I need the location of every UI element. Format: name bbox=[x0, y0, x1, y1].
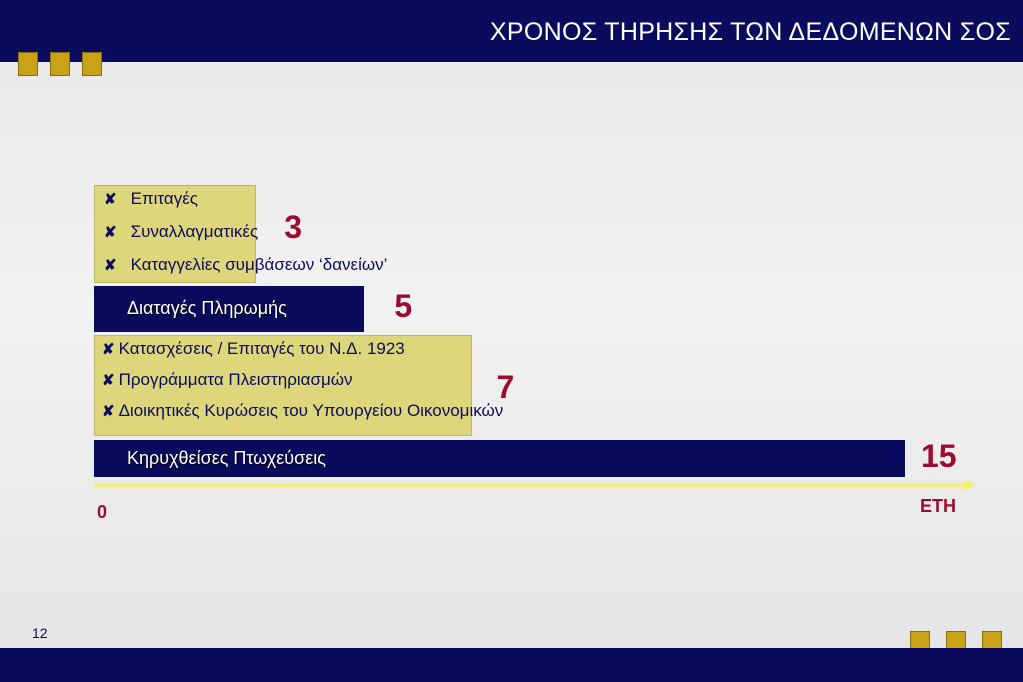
bar-item-text: Συναλλαγματικές bbox=[130, 222, 259, 241]
bar-item-text: Προγράμματα Πλειστηριασμών bbox=[118, 370, 353, 389]
bullet-x-icon: ✘ bbox=[104, 224, 117, 241]
bar-item-text: Κατασχέσεις / Επιταγές του Ν.Δ. 1923 bbox=[118, 339, 405, 358]
bar-label: Κηρυχθείσες Πτωχεύσεις bbox=[127, 447, 326, 468]
bullet-x-icon: ✘ bbox=[102, 341, 115, 358]
bar-item-text: Επιταγές bbox=[130, 189, 198, 208]
footer-bar bbox=[0, 648, 1023, 682]
bullet-x-icon: ✘ bbox=[102, 372, 115, 389]
bar-value-label: 15 bbox=[921, 438, 957, 474]
page-number: 12 bbox=[32, 625, 48, 641]
bar-item-text: Διοικητικές Κυρώσεις του Υπουργείου Οικονομικών bbox=[118, 401, 504, 420]
bullet-x-icon: ✘ bbox=[104, 257, 117, 274]
x-origin-label: 0 bbox=[97, 502, 108, 522]
bullet-x-icon: ✘ bbox=[104, 191, 117, 208]
page-title: ΧΡΟΝΟΣ ΤΗΡΗΣΗΣ ΤΩΝ ΔΕΔΟΜΕΝΩΝ ΣΟΣ bbox=[489, 18, 1011, 46]
bar-label: Διαταγές Πληρωμής bbox=[127, 298, 287, 318]
bar-value-label: 5 bbox=[394, 288, 413, 324]
x-axis-arrow-icon bbox=[964, 479, 976, 491]
bar-value-label: 7 bbox=[496, 369, 515, 405]
bar-value-label: 3 bbox=[284, 209, 302, 245]
bar-item-text: Καταγγελίες συμβάσεων ‘δανείων’ bbox=[130, 255, 388, 274]
bullet-x-icon: ✘ bbox=[102, 403, 115, 420]
x-unit-label: ΕΤΗ bbox=[920, 496, 956, 516]
